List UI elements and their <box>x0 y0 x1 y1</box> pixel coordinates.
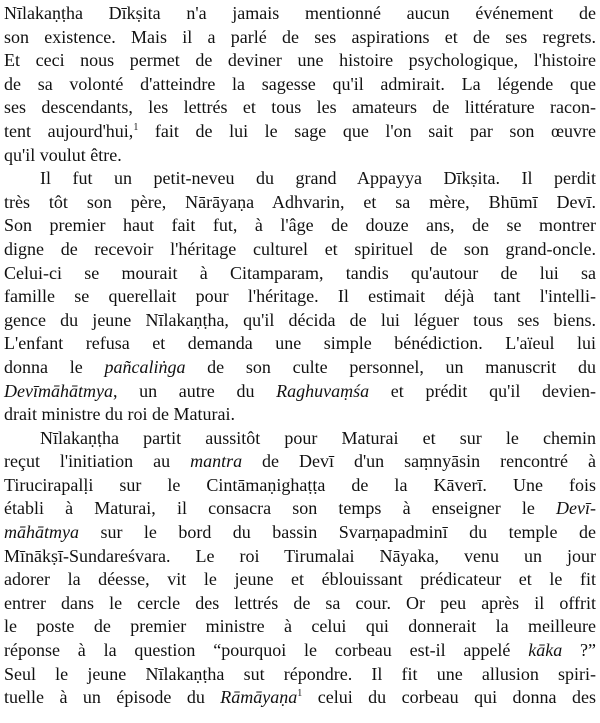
text-line <box>4 238 596 262</box>
text-line <box>4 214 596 238</box>
text-run: de Devī d'un saṃnyāsin rencontré à <box>242 451 596 472</box>
italic-run: Devīmāhātmya <box>4 380 113 401</box>
text-line <box>4 191 596 215</box>
italic-run: Raghuvaṃśa <box>276 380 370 401</box>
text-run: Mīnākṣī-Sundareśvara. Le roi Tirumalai Nāyaka, venu un jour <box>4 545 596 566</box>
text-line <box>4 521 596 545</box>
text-run: ?” <box>562 640 596 661</box>
paragraph <box>4 427 596 710</box>
text-line <box>4 167 596 191</box>
text-line <box>4 403 596 427</box>
text-line <box>4 2 596 26</box>
text-line <box>4 26 596 50</box>
text-run: tuelle à un épisode du <box>4 687 221 708</box>
text-run: Son premier haut fait fut, à l'âge de douze ans, de se montrer <box>4 215 596 236</box>
text-run: Nīlakaṇṭha Dīkṣita n'a jamais mentionné aucun événement de <box>4 3 596 23</box>
text-run: gence du jeune Nīlakaṇṭha, qu'il décida de lui léguer tous ses biens. <box>4 309 596 330</box>
italic-run: kāka <box>528 640 563 661</box>
text-run: de son culte personnel, un manuscrit du <box>185 356 597 377</box>
text-line <box>4 427 596 451</box>
text-run: fait de lui le sage que l'on sait par son œuvre <box>138 120 596 141</box>
text-run: tent aujourd'hui, <box>4 120 134 141</box>
text-run: Seul le jeune Nīlakaṇṭha sut répondre. Il fit une allusion spiri- <box>4 663 596 684</box>
paragraph <box>4 2 596 167</box>
text-run: , un autre du <box>112 380 277 401</box>
text-run: entrer dans le cercle des lettrés de sa cour. Or peu après il offrit <box>4 592 596 613</box>
text-run: celui du corbeau qui donna des <box>302 687 596 708</box>
text-run: Nīlakaṇṭha partit aussitôt pour Maturai et sur le chemin <box>40 427 596 448</box>
text-run: Et ceci nous permet de deviner une histoire psychologique, l'histoire <box>4 50 596 71</box>
text-line <box>4 73 596 97</box>
text-run: digne de recevoir l'héritage culturel et spirituel de son grand-oncle. <box>4 238 596 259</box>
text-run: Il fut un petit-neveu du grand Appayya Dīkṣita. Il perdit <box>40 168 596 189</box>
text-run: famille se querellait pour l'héritage. Il estimait déjà tant l'intelli- <box>4 286 596 307</box>
text-line <box>4 49 596 73</box>
italic-run: mantra <box>190 451 243 472</box>
footnote-marker: 1 <box>297 688 303 700</box>
text-line <box>4 568 596 592</box>
text-line <box>4 144 596 168</box>
text-run: reçut l'initiation au <box>4 451 191 472</box>
italic-run: Devī- <box>556 498 596 519</box>
text-line <box>4 450 596 474</box>
text-run: établi à Maturai, il consacra son temps à enseigner le <box>4 498 557 519</box>
text-line <box>4 120 596 144</box>
text-line <box>4 356 596 380</box>
text-run: et prédit qu'il devien- <box>369 380 596 401</box>
text-line <box>4 309 596 333</box>
italic-run: Rāmāyaṇa <box>220 687 298 708</box>
footnote-marker: 1 <box>133 121 139 133</box>
text-run: Celui-ci se mourait à Citamparam, tandis qu'autour de lui sa <box>4 262 596 283</box>
text-line <box>4 262 596 286</box>
text-line <box>4 615 596 639</box>
text-line <box>4 639 596 663</box>
text-run: ses descendants, les lettrés et tous les amateurs de littérature racon- <box>4 97 596 118</box>
text-line <box>4 592 596 616</box>
text-line <box>4 497 596 521</box>
text-line <box>4 96 596 120</box>
text-line <box>4 686 596 710</box>
text-run: qu'il voulut être. <box>4 144 122 165</box>
paragraph <box>4 167 596 427</box>
text-run: L'enfant refusa et demanda une simple bénédiction. L'aïeul lui <box>4 333 596 354</box>
text-run: le poste de premier ministre à celui qui donnerait la meilleure <box>4 616 596 637</box>
text-run: sur le bord du bassin Svarṇapadminī du temple de <box>79 522 596 543</box>
text-run: Tirucirapalḷi sur le Cintāmaṇighaṭṭa de la Kāverī. Une fois <box>4 474 596 495</box>
text-line <box>4 474 596 498</box>
text-line <box>4 545 596 569</box>
text-run: réponse à la question “pourquoi le corbeau est-il appelé <box>4 640 529 661</box>
text-run: très tôt son père, Nārāyaṇa Adhvarin, et sa mère, Bhūmī Devī. <box>4 191 596 212</box>
italic-run: pañcaliṅga <box>104 356 186 377</box>
text-run: drait ministre du roi de Maturai. <box>4 404 235 425</box>
text-run: donna le <box>4 356 105 377</box>
text-run: son existence. Mais il a parlé de ses aspirations et de ses regrets. <box>4 26 596 47</box>
text-run: adorer la déesse, vit le jeune et éblouissant prédicateur et le fit <box>4 569 596 590</box>
text-line <box>4 663 596 687</box>
text-run: de sa volonté d'atteindre la sagesse qu'il admirait. La légende que <box>4 73 596 94</box>
italic-run: māhātmya <box>4 522 79 543</box>
text-line <box>4 285 596 309</box>
text-line <box>4 332 596 356</box>
text-line <box>4 380 596 404</box>
